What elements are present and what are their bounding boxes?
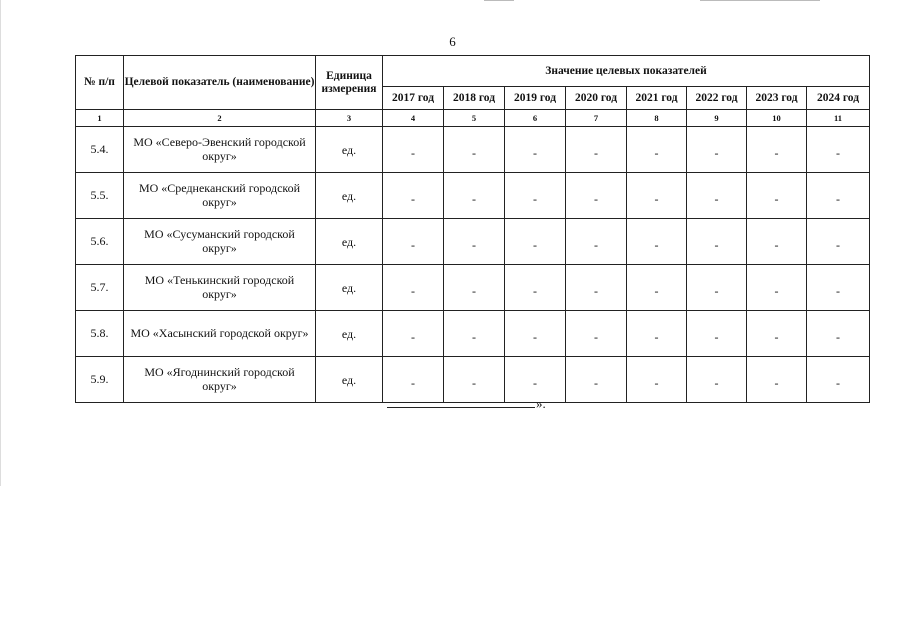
value-cell: - <box>687 357 747 403</box>
unit-cell: ед. <box>316 357 383 403</box>
signature-line <box>387 407 535 408</box>
value-cell: - <box>383 357 444 403</box>
indicator-name: МО «Тенькинский городской округ» <box>124 265 316 311</box>
unit-cell: ед. <box>316 173 383 219</box>
table-row <box>76 265 870 311</box>
scan-edge <box>0 0 1 486</box>
value-cell: - <box>807 219 870 265</box>
value-cell: - <box>627 219 687 265</box>
header-indicator: Целевой показатель (наименование) <box>124 56 316 110</box>
value-cell: - <box>505 219 566 265</box>
table-row <box>76 219 870 265</box>
header-values-group: Значение целевых показателей <box>383 56 870 87</box>
header-year: 2017 год <box>383 87 444 110</box>
column-number: 8 <box>627 110 687 127</box>
indicator-name: МО «Ягоднинский городской округ» <box>124 357 316 403</box>
column-number: 1 <box>76 110 124 127</box>
value-cell: - <box>747 127 807 173</box>
value-cell: - <box>505 265 566 311</box>
row-number: 5.5. <box>76 173 124 219</box>
value-cell: - <box>444 357 505 403</box>
header-year: 2023 год <box>747 87 807 110</box>
value-cell: - <box>505 127 566 173</box>
header-year: 2018 год <box>444 87 505 110</box>
value-cell: - <box>444 265 505 311</box>
value-cell: - <box>627 357 687 403</box>
row-number: 5.7. <box>76 265 124 311</box>
value-cell: - <box>627 311 687 357</box>
value-cell: - <box>444 311 505 357</box>
value-cell: - <box>627 173 687 219</box>
column-number: 11 <box>807 110 870 127</box>
value-cell: - <box>383 219 444 265</box>
value-cell: - <box>807 173 870 219</box>
column-number: 2 <box>124 110 316 127</box>
indicators-table <box>75 55 870 403</box>
value-cell: - <box>687 265 747 311</box>
column-number: 7 <box>566 110 627 127</box>
indicator-name: МО «Северо-Эвенский городской округ» <box>124 127 316 173</box>
column-number: 5 <box>444 110 505 127</box>
value-cell: - <box>687 173 747 219</box>
unit-cell: ед. <box>316 311 383 357</box>
column-number: 6 <box>505 110 566 127</box>
value-cell: - <box>505 357 566 403</box>
value-cell: - <box>383 265 444 311</box>
value-cell: - <box>807 357 870 403</box>
value-cell: - <box>627 265 687 311</box>
header-unit: Единица измерения <box>316 56 383 110</box>
value-cell: - <box>444 173 505 219</box>
column-number: 9 <box>687 110 747 127</box>
unit-cell: ед. <box>316 265 383 311</box>
value-cell: - <box>566 173 627 219</box>
value-cell: - <box>505 173 566 219</box>
value-cell: - <box>444 127 505 173</box>
value-cell: - <box>807 311 870 357</box>
value-cell: - <box>747 219 807 265</box>
value-cell: - <box>747 357 807 403</box>
value-cell: - <box>627 127 687 173</box>
row-number: 5.6. <box>76 219 124 265</box>
value-cell: - <box>747 311 807 357</box>
value-cell: - <box>687 127 747 173</box>
value-cell: - <box>566 127 627 173</box>
value-cell: - <box>383 173 444 219</box>
value-cell: - <box>747 173 807 219</box>
value-cell: - <box>566 311 627 357</box>
column-number: 4 <box>383 110 444 127</box>
header-year: 2020 год <box>566 87 627 110</box>
header-year: 2021 год <box>627 87 687 110</box>
table-row <box>76 173 870 219</box>
indicator-name: МО «Хасынский городской округ» <box>124 311 316 357</box>
header-year: 2024 год <box>807 87 870 110</box>
value-cell: - <box>566 265 627 311</box>
column-number: 10 <box>747 110 807 127</box>
closing-quote: ». <box>536 396 546 411</box>
value-cell: - <box>747 265 807 311</box>
value-cell: - <box>687 311 747 357</box>
page-number: 6 <box>449 34 456 49</box>
value-cell: - <box>687 219 747 265</box>
indicator-name: МО «Среднеканский городской округ» <box>124 173 316 219</box>
table-row <box>76 311 870 357</box>
value-cell: - <box>505 311 566 357</box>
value-cell: - <box>444 219 505 265</box>
header-year: 2022 год <box>687 87 747 110</box>
row-number: 5.4. <box>76 127 124 173</box>
scan-artifact <box>700 0 820 1</box>
scan-artifact <box>484 0 514 1</box>
value-cell: - <box>383 127 444 173</box>
column-number: 3 <box>316 110 383 127</box>
header-num: № п/п <box>76 56 124 110</box>
value-cell: - <box>566 357 627 403</box>
table-row <box>76 127 870 173</box>
unit-cell: ед. <box>316 127 383 173</box>
value-cell: - <box>807 127 870 173</box>
value-cell: - <box>383 311 444 357</box>
header-year: 2019 год <box>505 87 566 110</box>
value-cell: - <box>807 265 870 311</box>
indicator-name: МО «Сусуманский городской округ» <box>124 219 316 265</box>
row-number: 5.9. <box>76 357 124 403</box>
unit-cell: ед. <box>316 219 383 265</box>
closing-mark <box>387 396 546 412</box>
row-number: 5.8. <box>76 311 124 357</box>
value-cell: - <box>566 219 627 265</box>
